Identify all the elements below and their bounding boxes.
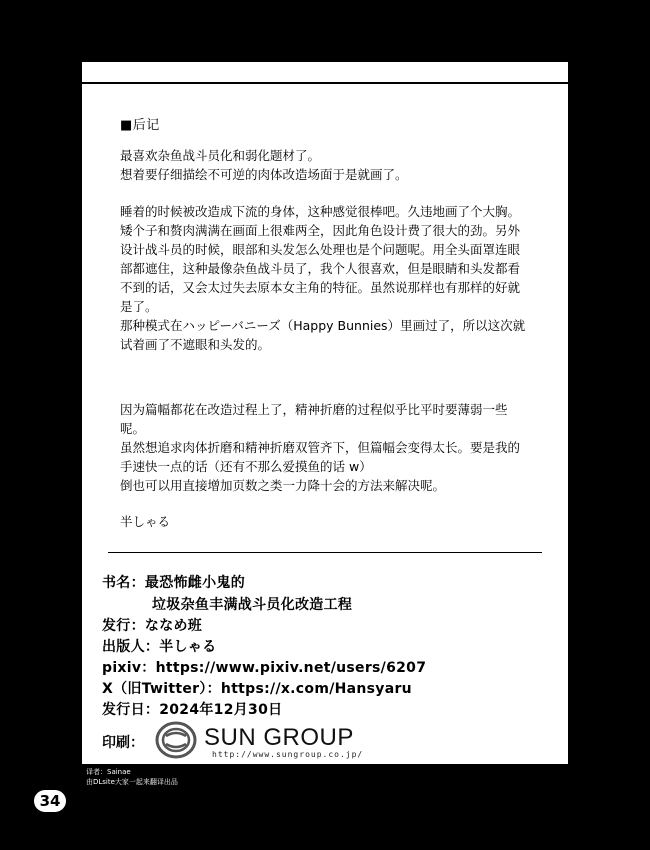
date-line: 发行日：2024年12月30日 (102, 702, 283, 718)
afterword-line: 矮个子和赘肉满满在画面上很难两全，因此角色设计费了很大的劲。另外设计战斗员的时候，眼部和头发怎么处理也是个问题呢。用全头面罩连眼部都遮住，这种最像杂鱼战斗员了，我个人很喜欢，但是眼睛和头发都看不到的话，又会太过失去原本女主角的特征。虽然说那样也有那样的好就是了。 (120, 223, 521, 314)
page-top-rule (82, 62, 568, 84)
afterword-line: 倒也可以用直接增加页数之类一力降十会的方法来解决呢。 (120, 478, 446, 493)
twitter-line: X（旧Twitter）：https://x.com/Hansyaru (102, 681, 412, 697)
print-label: 印刷： (102, 735, 144, 751)
book-title-line-2: 垃圾杂鱼丰满战斗员化改造工程 (152, 597, 353, 613)
afterword-line: 睡着的时候被改造成下流的身体，这种感觉很棒吧。久违地画了个大胸。 (120, 204, 521, 219)
afterword-paragraph-3 (120, 400, 532, 495)
afterword-heading: ■后记 (120, 118, 160, 133)
sun-group-logo-icon (154, 720, 198, 760)
afterword-paragraph-1 (120, 146, 532, 184)
book-page (82, 62, 568, 764)
afterword-line: 想着要仔细描绘不可逆的肉体改造场面于是就画了。 (120, 167, 408, 182)
page-number: 34 (34, 790, 66, 812)
translator-credit: 译者：Sainae (86, 768, 131, 776)
section-divider (108, 552, 542, 553)
translation-credits (86, 767, 178, 787)
printer-name: SUN GROUP (204, 724, 354, 751)
afterword-line: 那种模式在ハッピーバニーズ（Happy Bunnies）里画过了，所以这次就试着画了不遮眼和头发的。 (120, 318, 526, 352)
group-credit: 由DLsite大家一起来翻译出品 (86, 778, 178, 786)
afterword-line: 虽然想追求肉体折磨和精神折磨双管齐下，但篇幅会变得太长。要是我的手速快一点的话（还有不那么爱摸鱼的话 w） (120, 440, 521, 474)
pixiv-line: pixiv：https://www.pixiv.net/users/6207 (102, 660, 427, 676)
afterword-line: 最喜欢杂鱼战斗员化和弱化题材了。 (120, 148, 321, 163)
printer-url: http://www.sungroup.co.jp/ (212, 750, 364, 759)
afterword-line: 因为篇幅都花在改造过程上了，精神折磨的过程似乎比平时要薄弱一些呢。 (120, 402, 508, 436)
afterword-signature: 半しゃる (120, 514, 171, 529)
author-line: 出版人：半しゃる (102, 639, 217, 655)
afterword-paragraph-2 (120, 202, 532, 354)
printer-row (102, 720, 542, 764)
publisher-line: 发行：ななめ班 (102, 618, 203, 634)
book-title-line-1: 书名：最恐怖雌小鬼的 (102, 575, 245, 591)
